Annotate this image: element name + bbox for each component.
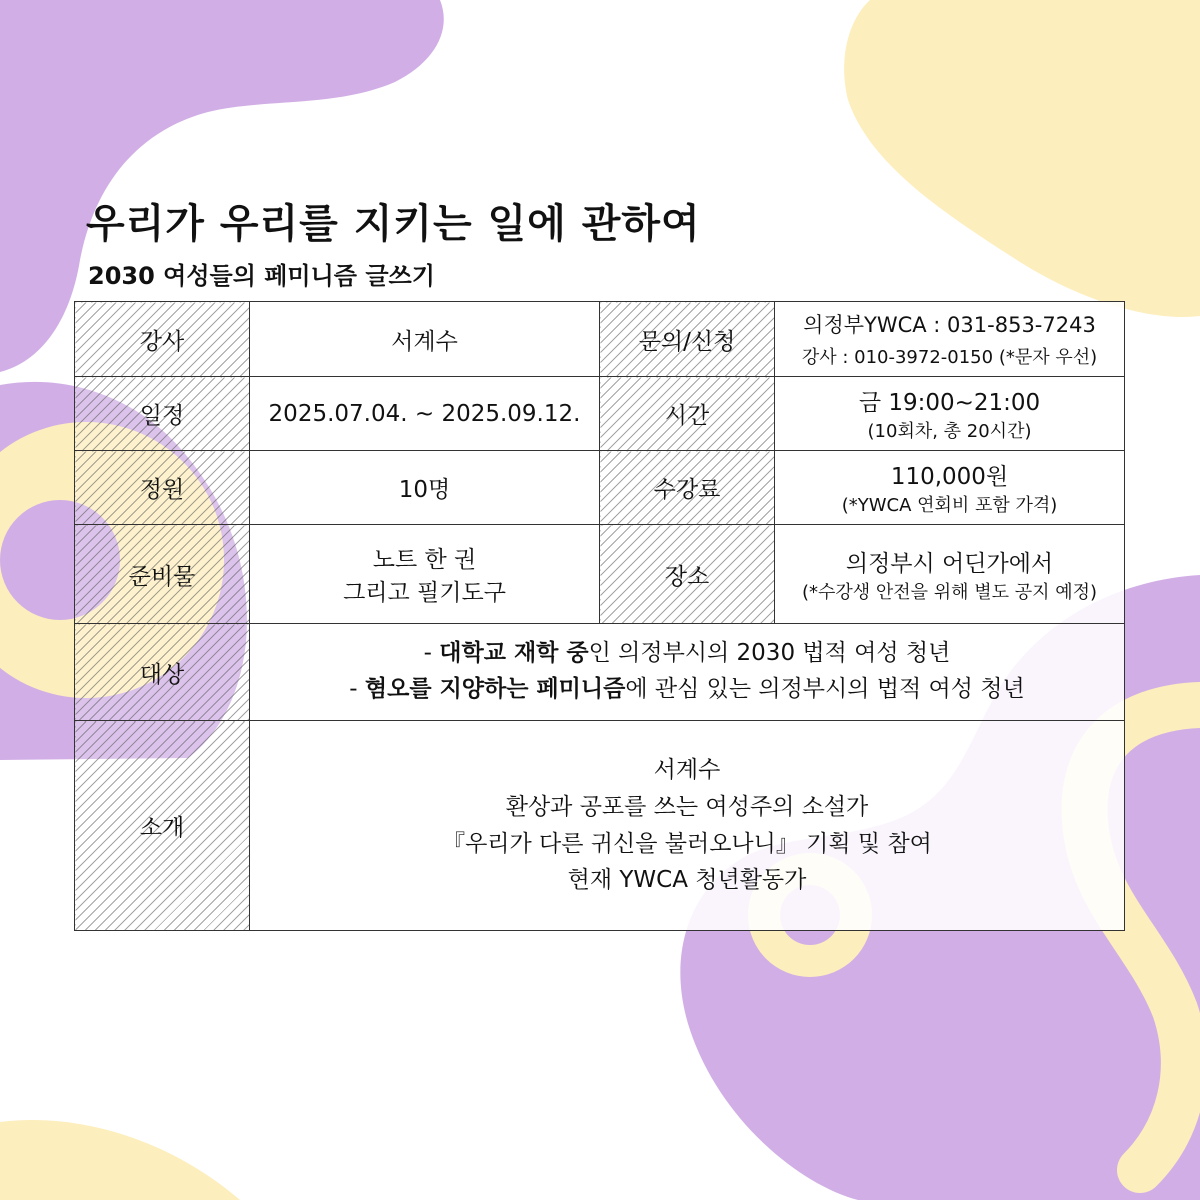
inquiry-ywca-phone: 의정부YWCA : 031-853-7243	[803, 313, 1096, 338]
time-label: 시간	[600, 377, 775, 451]
table-row	[75, 624, 1125, 721]
venue-note: (*수강생 안전을 위해 별도 공지 예정)	[801, 581, 1098, 603]
bottom-left-yellow-blob	[0, 1120, 240, 1200]
venue-main: 의정부시 어딘가에서	[845, 550, 1054, 577]
capacity-label: 정원	[75, 451, 250, 525]
top-right-yellow-blob	[844, 0, 1200, 317]
fee-value	[775, 451, 1125, 525]
page-title: 우리가 우리를 지키는 일에 관하여	[86, 201, 701, 247]
intro-line: 환상과 공포를 쓰는 여성주의 소설가	[505, 793, 869, 820]
fee-note: (*YWCA 연회비 포함 가격)	[841, 495, 1058, 516]
table-row	[75, 721, 1125, 931]
target-label: 대상	[75, 624, 250, 721]
target-item-2	[256, 672, 1118, 708]
supplies-line-1: 노트 한 권	[372, 547, 477, 573]
schedule-value: 2025.07.04. ~ 2025.09.12.	[250, 377, 600, 451]
inquiry-instructor-phone: 강사 : 010-3972-0150 (*문자 우선)	[801, 346, 1098, 368]
instructor-label: 강사	[75, 302, 250, 377]
intro-value	[250, 721, 1125, 931]
venue-value	[775, 525, 1125, 624]
page-subtitle: 2030 여성들의 페미니즘 글쓰기	[88, 262, 435, 290]
schedule-label: 일정	[75, 377, 250, 451]
target-item-2-rest: 에 관심 있는 의정부시의 법적 여성 청년	[625, 676, 1025, 702]
supplies-value	[250, 525, 600, 624]
target-item-1-bold: 대학교 재학 중	[439, 640, 589, 667]
course-info-table	[74, 301, 1125, 931]
fee-label: 수강료	[600, 451, 775, 525]
intro-line: 서계수	[653, 756, 721, 783]
table-row	[75, 377, 1125, 451]
inquiry-value	[775, 302, 1125, 377]
supplies-label: 준비물	[75, 525, 250, 624]
intro-line: 현재 YWCA 청년활동가	[567, 867, 807, 894]
time-note: (10회차, 총 20시간)	[867, 421, 1032, 442]
instructor-value: 서계수	[250, 302, 600, 377]
intro-label: 소개	[75, 721, 250, 931]
inquiry-label: 문의/신청	[600, 302, 775, 377]
venue-label: 장소	[600, 525, 775, 624]
target-item-2-dash: -	[349, 676, 365, 702]
supplies-line-2: 그리고 필기도구	[343, 580, 506, 606]
table-row	[75, 525, 1125, 624]
fee-amount: 110,000원	[890, 464, 1009, 490]
target-item-1	[256, 636, 1118, 672]
capacity-value: 10명	[250, 451, 600, 525]
target-item-2-bold: 혐오를 지양하는 페미니즘	[364, 676, 626, 702]
table-row	[75, 302, 1125, 377]
target-item-1-dash: -	[423, 640, 440, 667]
target-item-1-rest: 인 의정부시의 2030 법적 여성 청년	[588, 640, 951, 667]
time-main: 금 19:00~21:00	[858, 390, 1041, 416]
table-row	[75, 451, 1125, 525]
intro-line: 『우리가 다른 귀신을 불러오나니』 기획 및 참여	[442, 830, 932, 857]
time-value	[775, 377, 1125, 451]
target-value	[250, 624, 1125, 721]
